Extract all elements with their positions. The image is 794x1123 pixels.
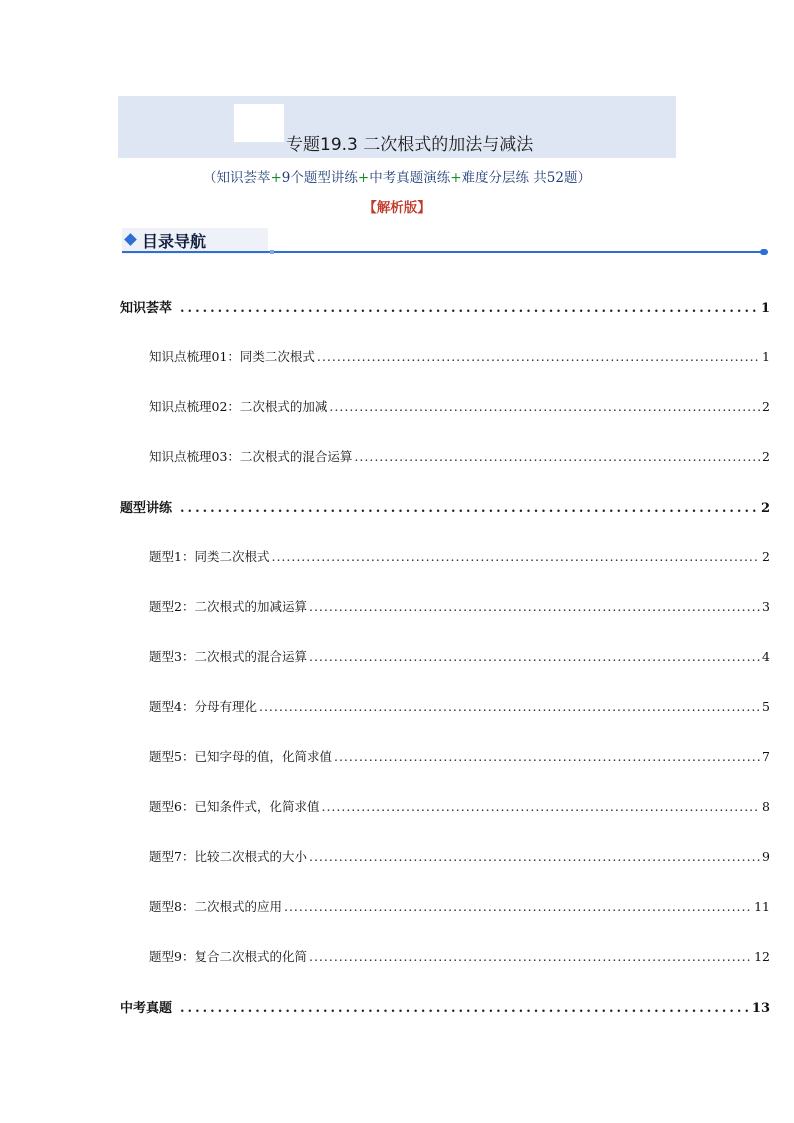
toc-leader-dots: [271, 549, 760, 564]
toc-subentry[interactable]: [120, 447, 770, 467]
toc-entry-label: 题型8：二次根式的应用: [149, 899, 282, 914]
toc-leader-dots: [334, 749, 760, 764]
toc-page-number: 2: [762, 549, 770, 564]
diamond-icon: [124, 233, 137, 246]
toc-leader-dots: [180, 501, 759, 516]
toc-subentry[interactable]: [120, 747, 770, 767]
toc-section-entry[interactable]: [120, 997, 770, 1017]
title-band: [118, 96, 676, 158]
toc-entry-label: 知识点梳理02：二次根式的加减: [149, 399, 328, 414]
subtitle-part: 中考真题演练: [369, 170, 451, 186]
version-label: 【解析版】: [363, 200, 431, 216]
subtitle-part: （知识荟萃: [202, 170, 271, 186]
toc-entry-label: 题型2：二次根式的加减运算: [149, 599, 307, 614]
subtitle-plus: +: [450, 170, 462, 186]
subtitle-plus: +: [270, 170, 282, 186]
toc-page-number: 12: [754, 949, 770, 964]
toc-entry-label: 题型5：已知字母的值，化简求值: [149, 749, 332, 764]
toc-leader-dots: [309, 649, 760, 664]
toc-leader-dots: [180, 1001, 750, 1016]
toc-entry-label: 题型1：同类二次根式: [149, 549, 270, 564]
toc-subentry[interactable]: [120, 697, 770, 717]
toc-page-number: 1: [760, 301, 770, 316]
toc-subentry[interactable]: [120, 847, 770, 867]
toc-header-underline: [122, 251, 766, 253]
subtitle-part: 9个题型讲练: [281, 170, 358, 186]
toc-subentry[interactable]: [120, 397, 770, 417]
toc-subentry[interactable]: [120, 897, 770, 917]
toc-leader-dots: [259, 699, 760, 714]
toc-leader-dots: [309, 849, 760, 864]
toc-entry-label: 中考真题: [120, 1001, 173, 1016]
toc-section-entry[interactable]: [120, 497, 770, 517]
toc-page-number: 11: [754, 899, 770, 914]
toc-leader-dots: [317, 349, 760, 364]
title-placeholder-box: [234, 104, 284, 142]
toc-entry-label: 题型6：已知条件式，化简求值: [149, 799, 320, 814]
toc-header-title: 目录导航: [142, 232, 207, 251]
toc-page-number: 2: [760, 501, 770, 516]
toc-entry-label: 题型3：二次根式的混合运算: [149, 649, 307, 664]
toc-entry-label: 知识点梳理01：同类二次根式: [149, 349, 315, 364]
toc-page-number: 3: [762, 599, 770, 614]
toc-subentry[interactable]: [120, 547, 770, 567]
toc-leader-dots: [284, 899, 752, 914]
toc-leader-dots: [309, 599, 760, 614]
document-title: 专题19.3 二次根式的加法与减法: [286, 135, 534, 155]
toc-entry-label: 题型讲练: [120, 501, 173, 516]
toc-subentry[interactable]: [120, 947, 770, 967]
toc-page-number: 5: [762, 699, 770, 714]
toc-subentry[interactable]: [120, 597, 770, 617]
toc-subentry[interactable]: [120, 797, 770, 817]
toc-page-number: 9: [762, 849, 770, 864]
toc-page-number: 4: [762, 649, 770, 664]
toc-entry-label: 知识荟萃: [120, 301, 173, 316]
toc-leader-dots: [329, 399, 760, 414]
toc-entry-label: 题型9：复合二次根式的化简: [149, 949, 307, 964]
toc-page-number: 8: [762, 799, 770, 814]
toc-entry-label: 题型7：比较二次根式的大小: [149, 849, 307, 864]
toc-subentry[interactable]: [120, 347, 770, 367]
toc-subentry[interactable]: [120, 647, 770, 667]
subtitle-plus: +: [357, 170, 370, 186]
toc-entry-label: 题型4：分母有理化: [149, 699, 257, 714]
toc-leader-dots: [354, 449, 760, 464]
toc-leader-dots: [180, 301, 759, 316]
toc-section-entry[interactable]: [120, 297, 770, 317]
toc-header-tick: [270, 250, 274, 254]
toc-leader-dots: [309, 949, 752, 964]
subtitle-part: 难度分层练 共52题）: [461, 170, 591, 186]
toc-page-number: 7: [762, 749, 770, 764]
toc-page-number: 1: [762, 349, 770, 364]
toc-page-number: 2: [762, 399, 770, 414]
toc-leader-dots: [321, 799, 760, 814]
toc-entry-label: 知识点梳理03：二次根式的混合运算: [149, 449, 353, 464]
document-subtitle: [0, 166, 794, 186]
toc-page-number: 2: [762, 449, 770, 464]
toc-header-line-end: [760, 249, 768, 255]
toc-page-number: 13: [751, 1001, 770, 1016]
